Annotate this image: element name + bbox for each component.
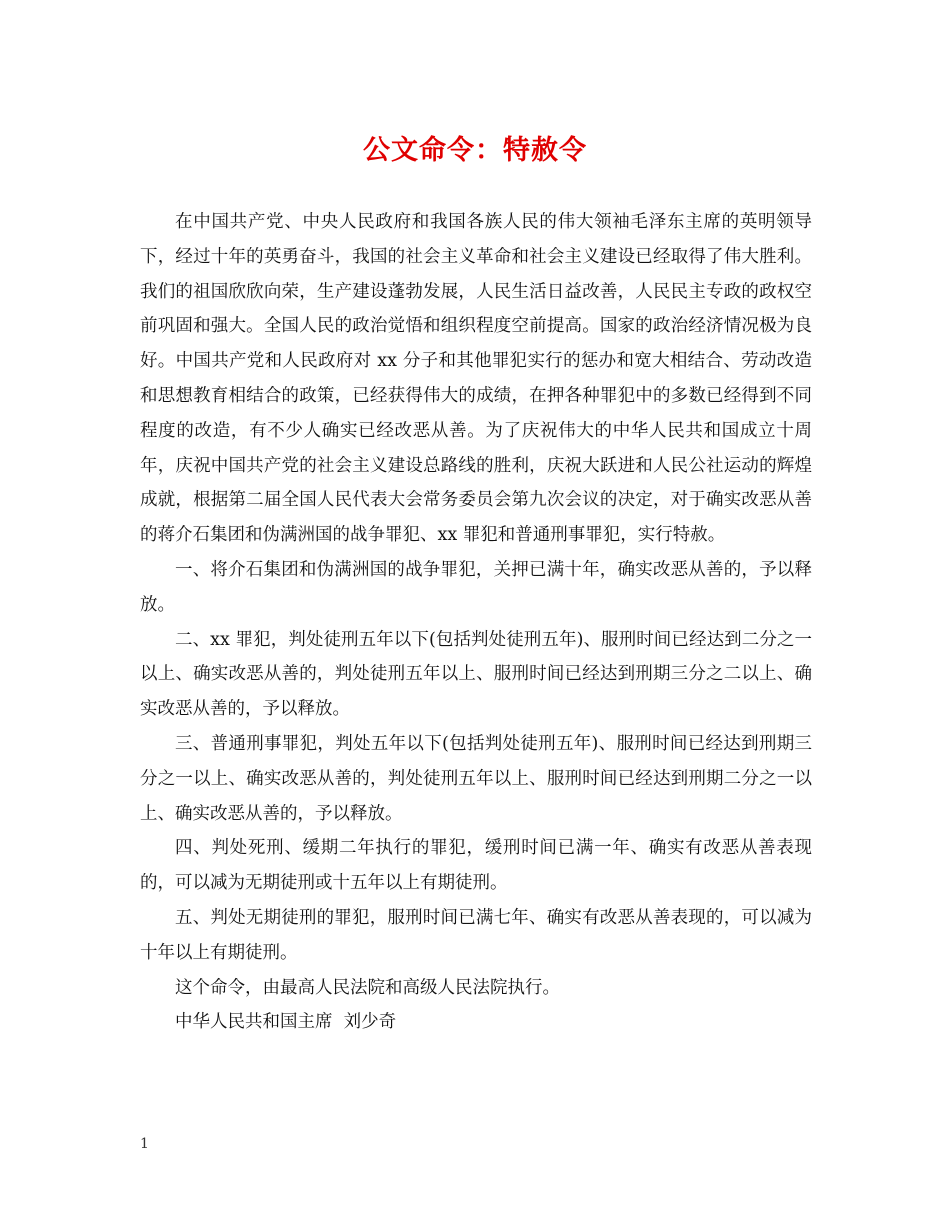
paragraph-item-5: 五、判处无期徒刑的罪犯，服刑时间已满七年、确实有改恶从善表现的，可以减为十年以上有期徒刑。	[140, 907, 812, 963]
paragraph-execution: 这个命令，由最高人民法院和高级人民法院执行。	[175, 977, 560, 998]
paragraph-item-4: 四、判处死刑、缓期二年执行的罪犯，缓刑时间已满一年、确实有改恶从善表现的，可以减为无期徒刑或十五年以上有期徒刑。	[140, 838, 812, 894]
paragraph-item-3: 三、普通刑事罪犯，判处五年以下(包括判处徒刑五年)、服刑时间已经达到刑期三分之一以上、确实改恶从善的，判处徒刑五年以上、服刑时间已经达到刑期二分之一以上、确实改恶从善的，予以释放。	[140, 733, 812, 824]
paragraph-signature: 中华人民共和国主席 刘少奇	[175, 1012, 397, 1033]
paragraph-item-2: 二、xx 罪犯，判处徒刑五年以下(包括判处徒刑五年)、服刑时间已经达到二分之一以上、确实改恶从善的，判处徒刑五年以上、服刑时间已经达到刑期三分之二以上、确实改恶从善的，予以释放。	[140, 629, 812, 720]
document-title: 公文命令：特赦令	[363, 135, 587, 166]
page-number: 1	[140, 1136, 149, 1152]
paragraph-preamble: 在中国共产党、中央人民政府和我国各族人民的伟大领袖毛泽东主席的英明领导下，经过十年的英勇奋斗，我国的社会主义革命和社会主义建设已经取得了伟大胜利。我们的祖国欣欣向荣，生产建设蓬勃发展，人民生活日益改善，人民民主专政的政权空前巩固和强大。全国人民的政治觉悟和组织程度空前提高。国家的政治经济情况极为良好。中国共产党和人民政府对 xx 分子和其他罪犯实行的惩办和宽大相结合、劳动改造和思想教育相结合的政策，已经获得伟大的成绩，在押各种罪犯中的多数已经得到不同程度的改造，有不少人确实已经改恶从善。为了庆祝伟大的中华人民共和国成立十周年，庆祝中国共产党的社会主义建设总路线的胜利，庆祝大跃进和人民公社运动的辉煌成就，根据第二届全国人民代表大会常务委员会第九次会议的决定，对于确实改恶从善的蒋介石集团和伪满洲国的战争罪犯、xx 罪犯和普通刑事罪犯，实行特赦。	[140, 212, 812, 546]
paragraph-item-1: 一、将介石集团和伪满洲国的战争罪犯，关押已满十年，确实改恶从善的，予以释放。	[140, 559, 812, 615]
document-body	[140, 205, 812, 1040]
